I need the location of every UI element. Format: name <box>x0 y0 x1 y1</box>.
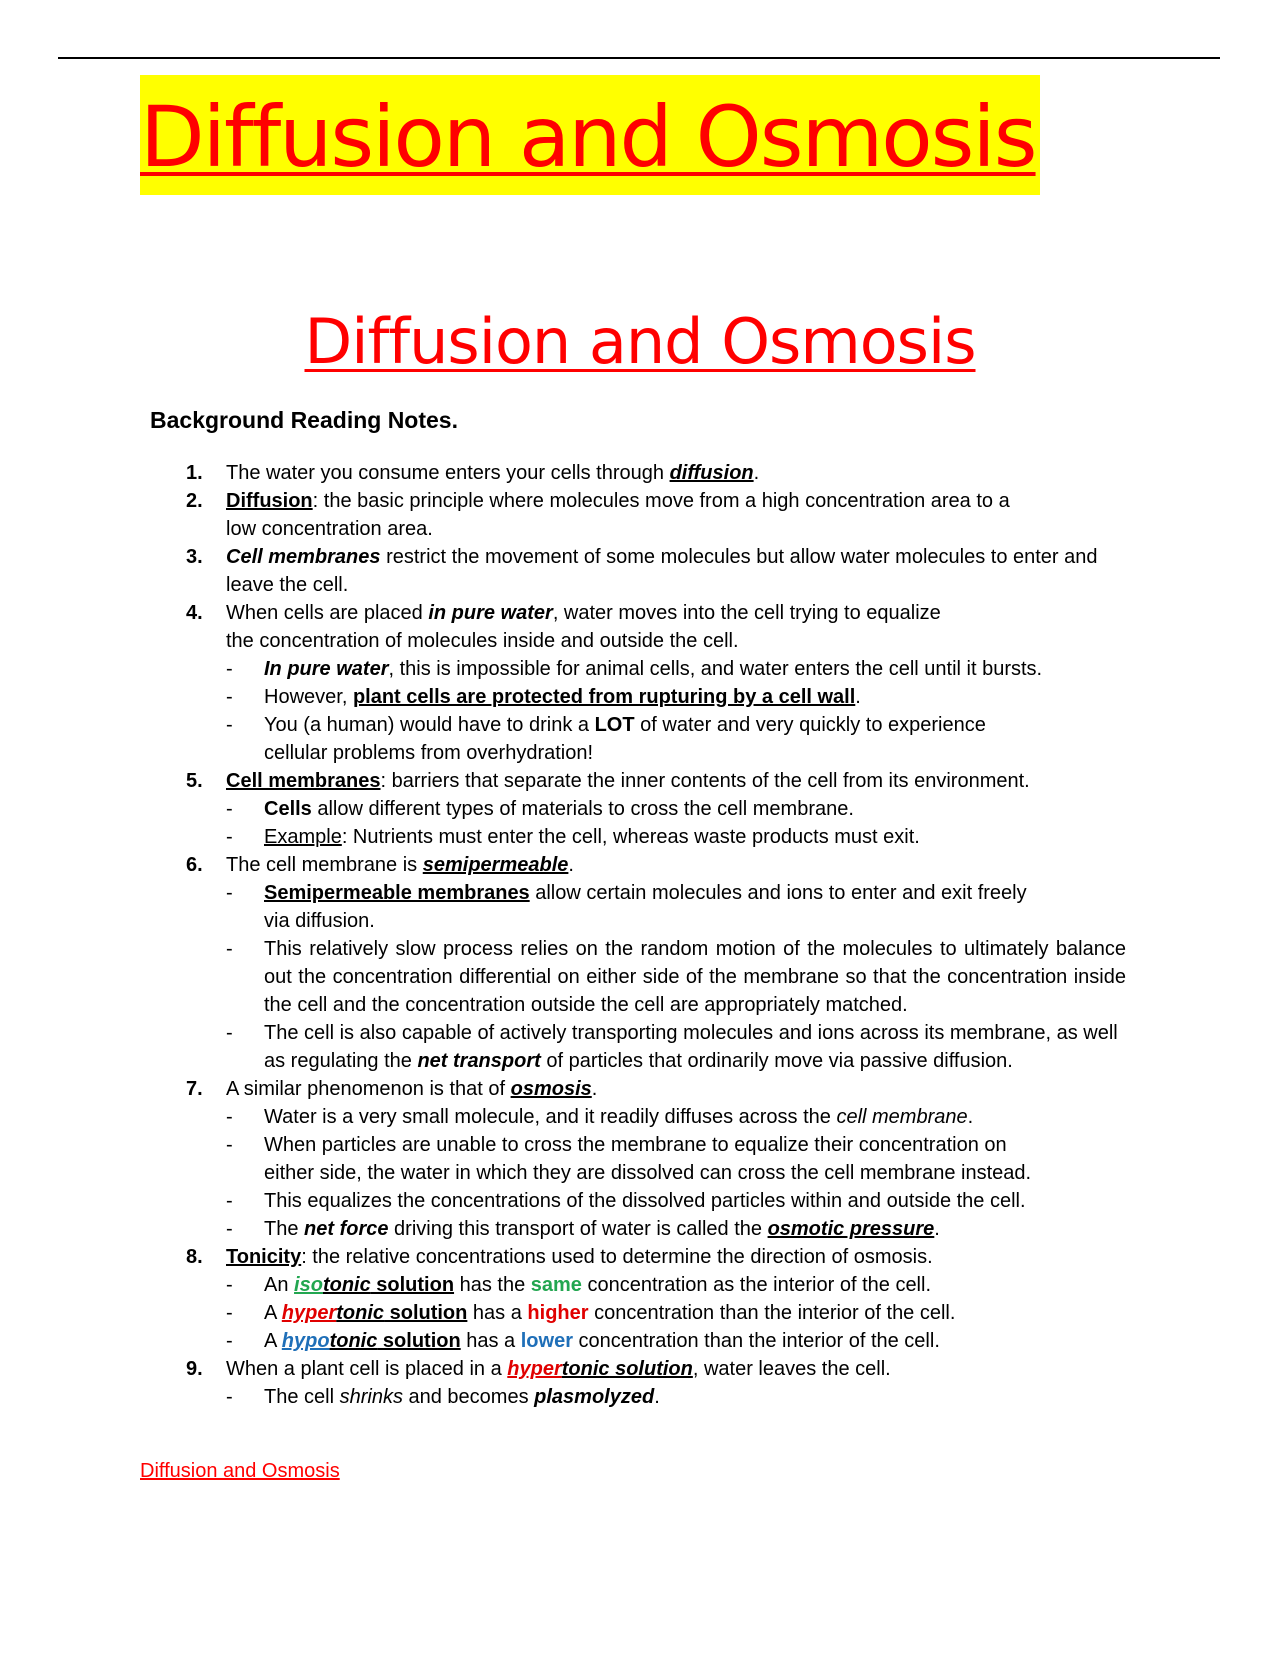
sub-item: - A hypertonic solution has a higher concentration than the interior of the cell. <box>226 1302 956 1324</box>
sub-item: - You (a human) would have to drink a LOT of water and very quickly to experience cellular problems from overhydration! <box>226 714 986 764</box>
sub-list <box>226 879 1126 1075</box>
sub-item: - The net force driving this transport of water is called the osmotic pressure. <box>226 1218 940 1240</box>
item-number: 9. <box>186 1358 203 1380</box>
sub-item: - This relatively slow process relies on the random motion of the molecules to ultimately balance out the concentration differential on either side of the membrane so that the concentration inside the cell and the concentration outside the cell are appropriately matched. <box>226 938 1126 1016</box>
sub-list <box>226 1383 1126 1411</box>
list-item: 8. Tonicity: the relative concentrations used to determine the direction of osmosis. - An isotonic solution has the same concentration as the interior of the cell. - A hypertonic solution has a higher concentration than the interior of the cell. - A hypotonic solution has a lower concentration than the interior of the cell. <box>186 1243 1126 1355</box>
header-rule <box>58 57 1220 59</box>
sub-list <box>226 655 1126 767</box>
sub-list <box>226 1271 1126 1355</box>
term-diffusion: diffusion <box>669 462 754 484</box>
sub-list <box>226 1103 1126 1243</box>
sub-item: - Example: Nutrients must enter the cell, whereas waste products must exit. <box>226 826 920 848</box>
sub-item: - This equalizes the concentrations of the dissolved particles within and outside the cell. <box>226 1190 1026 1212</box>
sub-item: - Water is a very small molecule, and it readily diffuses across the cell membrane. <box>226 1106 974 1128</box>
item-number: 1. <box>186 462 203 484</box>
item-number: 2. <box>186 490 203 512</box>
term-diffusion-def: Diffusion <box>226 490 313 512</box>
sub-item: - A hypotonic solution has a lower concentration than the interior of the cell. <box>226 1330 940 1352</box>
item-number: 6. <box>186 854 203 876</box>
item-number: 4. <box>186 602 203 624</box>
list-item: 3. Cell membranes restrict the movement of some molecules but allow water molecules to enter and leave the cell. <box>186 543 1126 599</box>
banner-title: Diffusion and Osmosis <box>140 88 1036 186</box>
footer-link[interactable]: Diffusion and Osmosis <box>140 1460 340 1482</box>
section-subtitle: Background Reading Notes. <box>150 407 458 433</box>
sub-item: - In pure water, this is impossible for animal cells, and water enters the cell until it bursts. <box>226 658 1043 680</box>
list-item: 1. The water you consume enters your cells through diffusion. <box>186 459 1126 487</box>
sub-item: - When particles are unable to cross the membrane to equalize their concentration on either side, the water in which they are dissolved can cross the cell membrane instead. <box>226 1134 1032 1184</box>
list-item: 2. Diffusion: the basic principle where molecules move from a high concentration area to a low concentration area. <box>186 487 1126 543</box>
notes-list <box>186 459 1126 1411</box>
list-item: 9. When a plant cell is placed in a hypertonic solution, water leaves the cell. - The cell shrinks and becomes plasmolyzed. <box>186 1355 1126 1411</box>
item-number: 3. <box>186 546 203 568</box>
list-item: 6. The cell membrane is semipermeable. - Semipermeable membranes allow certain molecules and ions to enter and exit freely via diffusion. - This relatively slow process relies on the random motion of the molecules to ultimately balance out the concentration differential on either side of the membrane so that the concentration inside the cell and the concentration outside the cell are appropriately matched. - The cell is also capable of actively transporting molecules and ions across its membrane, as well as regulating the net transport of particles that ordinarily move via passive diffusion. <box>186 851 1126 1075</box>
sub-list <box>226 795 1126 851</box>
sub-item: - However, plant cells are protected from rupturing by a cell wall. <box>226 686 861 708</box>
sub-item: - The cell shrinks and becomes plasmolyzed. <box>226 1386 660 1408</box>
item-number: 5. <box>186 770 203 792</box>
sub-item: - Cells allow different types of materials to cross the cell membrane. <box>226 798 854 820</box>
item-number: 8. <box>186 1246 203 1268</box>
list-item: 5. Cell membranes: barriers that separate the inner contents of the cell from its environment. - Cells allow different types of materials to cross the cell membrane. - Example: Nutrients must enter the cell, whereas waste products must exit. <box>186 767 1126 851</box>
item-number: 7. <box>186 1078 203 1100</box>
page-title: Diffusion and Osmosis <box>304 305 976 378</box>
sub-item: - The cell is also capable of actively transporting molecules and ions across its membrane, as well as regulating the net transport of particles that ordinarily move via passive diffusion. <box>226 1022 1118 1072</box>
list-item: 4. When cells are placed in pure water, water moves into the cell trying to equalize the concentration of molecules inside and outside the cell. - In pure water, this is impossible for animal cells, and water enters the cell until it bursts. - However, plant cells are protected from rupturing by a cell wall. - You (a human) would have to drink a LOT of water and very quickly to experience cellular problems from overhydration! <box>186 599 1126 767</box>
sub-item: - Semipermeable membranes allow certain molecules and ions to enter and exit freely via diffusion. <box>226 882 1027 932</box>
term-cell-membranes: Cell membranes <box>226 546 381 568</box>
list-item: 7. A similar phenomenon is that of osmosis. - Water is a very small molecule, and it readily diffuses across the cell membrane. - When particles are unable to cross the membrane to equalize their concentration on either side, the water in which they are dissolved can cross the cell membrane instead. - This equalizes the concentrations of the dissolved particles within and outside the cell. - The net force driving this transport of water is called the osmotic pressure. <box>186 1075 1126 1243</box>
sub-item: - An isotonic solution has the same concentration as the interior of the cell. <box>226 1274 932 1296</box>
